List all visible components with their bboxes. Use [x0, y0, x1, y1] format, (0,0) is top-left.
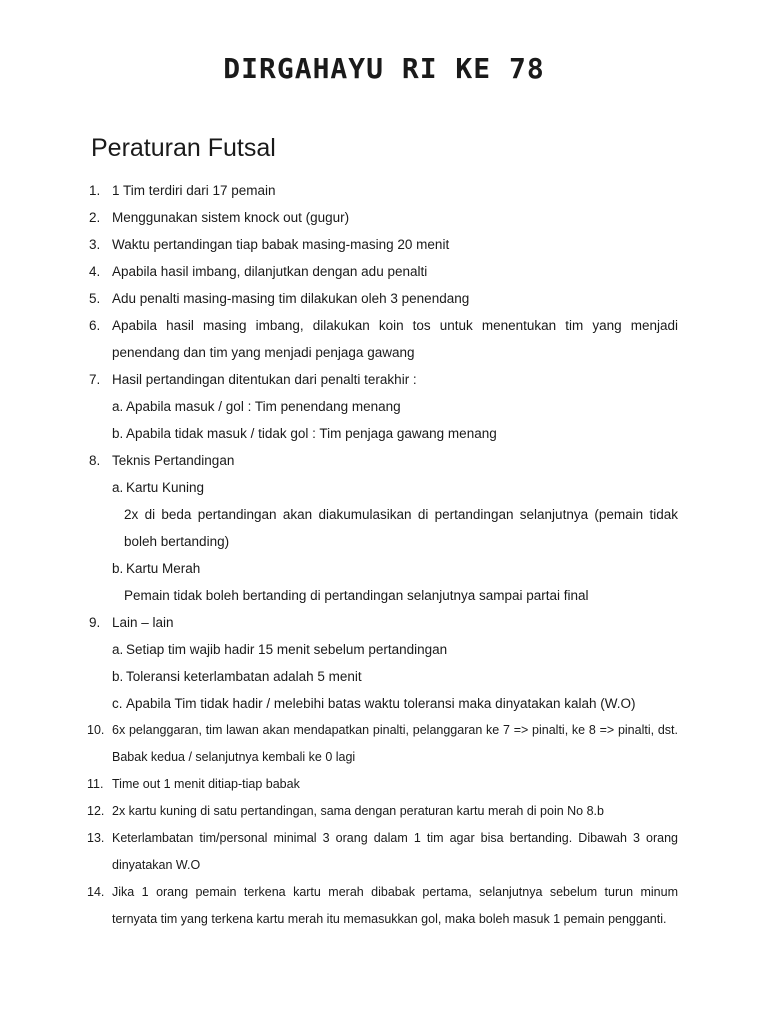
rule-number: 8.: [89, 453, 101, 468]
subitem-text: Kartu Merah: [126, 561, 201, 576]
rule-number: 11.: [87, 777, 104, 791]
page-title: DIRGAHAYU RI KE 78: [223, 52, 545, 85]
rule-number: 5.: [89, 291, 101, 306]
subitem-letter: b.: [112, 669, 124, 684]
rule-subitem: [0, 474, 768, 501]
rule-subitem: [0, 555, 768, 582]
rule-item: [0, 717, 768, 771]
subitem-text: Toleransi keterlambatan adalah 5 menit: [126, 669, 362, 684]
rule-number: 1.: [89, 183, 101, 198]
rule-number: 3.: [89, 237, 101, 252]
subitem-letter: a.: [112, 480, 124, 495]
rule-text: Menggunakan sistem knock out (gugur): [112, 210, 350, 225]
rule-text: Hasil pertandingan ditentukan dari penalti terakhir :: [112, 372, 417, 387]
subitem-text: Apabila masuk / gol : Tim penendang menang: [126, 399, 401, 414]
subitem-letter: a.: [112, 399, 124, 414]
subitem-description: 2x di beda pertandingan akan diakumulasikan di pertandingan selanjutnya (pemain tidak boleh bertanding): [124, 507, 678, 549]
rules-list: [0, 177, 768, 933]
rule-number: 10.: [87, 723, 105, 737]
rule-text: 2x kartu kuning di satu pertandingan, sama dengan peraturan kartu merah di poin No 8.b: [112, 804, 604, 818]
rule-text: Keterlambatan tim/personal minimal 3 orang dalam 1 tim agar bisa bertanding. Dibawah 3 orang dinyatakan W.O: [112, 831, 678, 872]
subitem-description: Pemain tidak boleh bertanding di pertandingan selanjutnya sampai partai final: [124, 588, 589, 603]
rule-number: 2.: [89, 210, 101, 225]
rule-item: [0, 771, 768, 798]
rule-text: Apabila hasil masing imbang, dilakukan koin tos untuk menentukan tim yang menjadi penendang dan tim yang menjadi penjaga gawang: [112, 318, 678, 360]
rule-number: 9.: [89, 615, 101, 630]
rule-text: Lain – lain: [112, 615, 174, 630]
rule-subitem: [0, 663, 768, 690]
rule-number: 6.: [89, 318, 101, 333]
rule-text: 6x pelanggaran, tim lawan akan mendapatkan pinalti, pelanggaran ke 7 => pinalti, ke 8 => pinalti, dst. Babak kedua / selanjutnya kembali ke 0 lagi: [112, 723, 678, 764]
subitem-text: Apabila Tim tidak hadir / melebihi batas waktu toleransi maka dinyatakan kalah (W.O): [126, 696, 636, 711]
rule-number: 12.: [87, 804, 105, 818]
rule-text: Adu penalti masing-masing tim dilakukan oleh 3 penendang: [112, 291, 470, 306]
rule-subitem: [0, 420, 768, 447]
rule-item: [0, 798, 768, 825]
subitem-letter: c.: [112, 696, 123, 711]
rule-item: [0, 825, 768, 879]
rule-item: [0, 312, 768, 366]
rule-number: 4.: [89, 264, 101, 279]
section-title: Peraturan Futsal: [91, 134, 276, 162]
rule-item: [0, 177, 768, 204]
subitem-letter: b.: [112, 426, 124, 441]
rule-item: [0, 231, 768, 258]
subitem-text: Apabila tidak masuk / tidak gol : Tim penjaga gawang menang: [126, 426, 497, 441]
subitem-letter: b.: [112, 561, 124, 576]
rule-subitem: [0, 690, 768, 717]
rule-text: Apabila hasil imbang, dilanjutkan dengan adu penalti: [112, 264, 428, 279]
rule-item: [0, 609, 768, 636]
rule-text: Teknis Pertandingan: [112, 453, 235, 468]
rule-number: 13.: [87, 831, 105, 845]
rule-item: [0, 258, 768, 285]
rule-item: [0, 879, 768, 933]
subitem-text: Kartu Kuning: [126, 480, 205, 495]
rule-item: [0, 366, 768, 393]
rule-item: [0, 447, 768, 474]
rule-text: Jika 1 orang pemain terkena kartu merah dibabak pertama, selanjutnya sebelum turun minum ternyata tim yang terkena kartu merah itu memasukkan gol, maka boleh masuk 1 pemain pengganti.: [112, 885, 678, 926]
rule-number: 7.: [89, 372, 101, 387]
rule-item: [0, 285, 768, 312]
rule-text: Time out 1 menit ditiap-tiap babak: [112, 777, 300, 791]
rule-subitem: [0, 636, 768, 663]
subitem-text: Setiap tim wajib hadir 15 menit sebelum pertandingan: [126, 642, 448, 657]
rule-text: 1 Tim terdiri dari 17 pemain: [112, 183, 276, 198]
rule-text: Waktu pertandingan tiap babak masing-masing 20 menit: [112, 237, 450, 252]
subitem-letter: a.: [112, 642, 124, 657]
rule-number: 14.: [87, 885, 105, 899]
rule-item: [0, 204, 768, 231]
rule-subitem: [0, 393, 768, 420]
